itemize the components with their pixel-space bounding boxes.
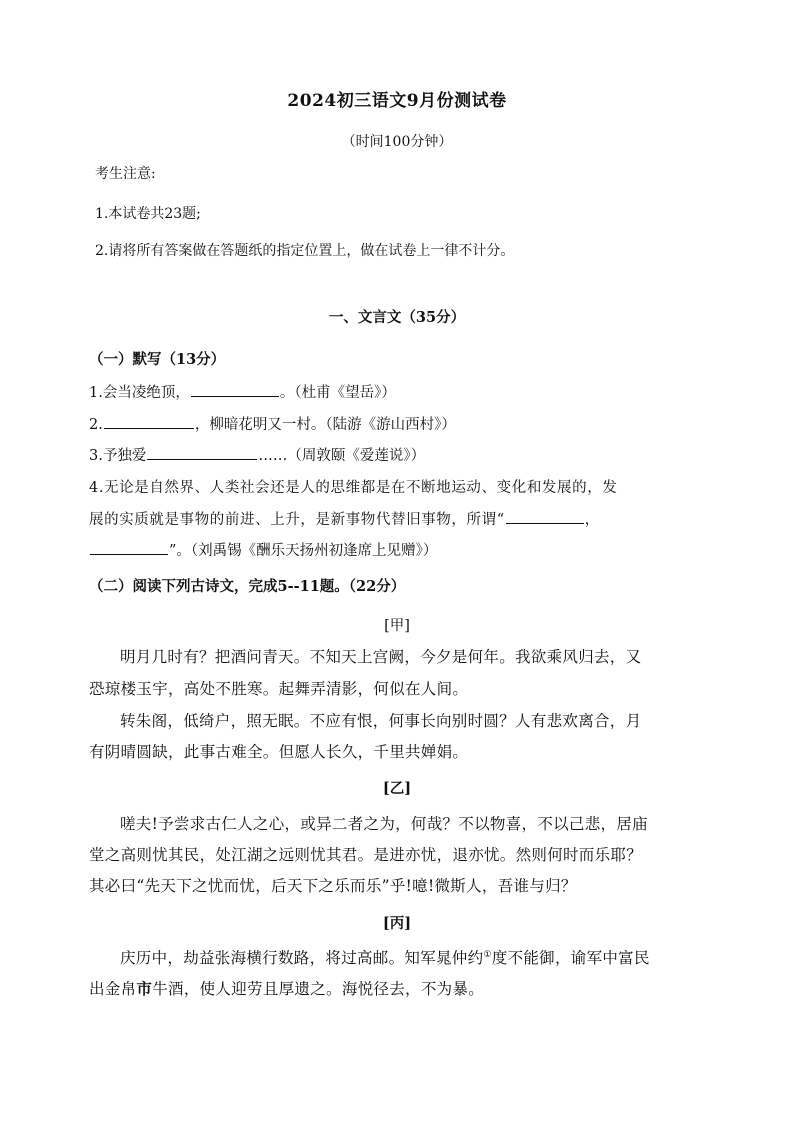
passage-bing-line-2 bbox=[89, 977, 484, 999]
notice-heading: 考生注意: bbox=[95, 166, 156, 182]
passage-label-bing: [丙] bbox=[382, 915, 412, 932]
notice-item-1: 1.本试卷共23题; bbox=[95, 206, 201, 222]
passage-jia-line: 恐琼楼玉宇，高处不胜寒。起舞弄清影，何似在人间。 bbox=[89, 680, 469, 698]
footnote-marker: ① bbox=[483, 949, 492, 960]
answer-blank[interactable] bbox=[506, 522, 584, 524]
passage-bing-text: 度不能御，谕军中富民 bbox=[491, 949, 650, 967]
question-2-prefix: 2. bbox=[89, 417, 103, 433]
passage-bing-text: 牛酒，使人迎劳且厚遗之。海悦径去，不为暴。 bbox=[152, 980, 485, 998]
question-3-prefix: 3.予独爱 bbox=[89, 448, 147, 464]
passage-bing-line-1 bbox=[120, 946, 650, 968]
passage-label-yi: [乙] bbox=[382, 780, 412, 797]
question-4-line-1: 4.无论是自然界、人类社会还是人的思维都是在不断地运动、变化和发展的，发 bbox=[89, 480, 618, 496]
notice-item-2: 2.请将所有答案做在答题纸的指定位置上，做在试卷上一律不计分。 bbox=[95, 243, 515, 259]
passage-bing-text: 庆历中，劫益张海横行数路，将过高邮。知军晁仲约 bbox=[120, 949, 484, 967]
question-3 bbox=[89, 444, 425, 465]
part1-title: （一）默写（13分） bbox=[89, 351, 226, 368]
section-title-classical-chinese: 一、文言文（35分） bbox=[328, 309, 466, 326]
passage-yi-line: 其必曰“先天下之忧而忧，后天下之乐而乐”乎!噫!微斯人，吾谁与归？ bbox=[89, 877, 577, 895]
question-4-comma: ， bbox=[584, 512, 600, 528]
answer-blank[interactable] bbox=[147, 458, 257, 460]
exam-duration: （时间100分钟） bbox=[341, 134, 453, 150]
question-2 bbox=[89, 413, 456, 434]
passage-jia-line: 有阴晴圆缺，此事古难全。但愿人长久，千里共婵娟。 bbox=[89, 743, 469, 761]
answer-blank[interactable] bbox=[104, 427, 194, 429]
passage-jia-line: 转朱阁，低绮户，照无眠。不应有恨，何事长向别时圆？人有悲欢离合，月 bbox=[120, 712, 642, 730]
passage-bing-text: 出金帛 bbox=[89, 980, 137, 998]
question-1-prefix: 1.会当凌绝顶， bbox=[89, 385, 190, 401]
exam-title: 2024初三语文9月份测试卷 bbox=[287, 91, 507, 111]
question-1-suffix: 。（杜甫《望岳》） bbox=[279, 385, 396, 401]
passage-label-jia: [甲] bbox=[384, 618, 410, 634]
passage-yi-line: 嗟夫!予尝求古仁人之心，或异二者之为，何哉？不以物喜，不以己悲，居庙 bbox=[120, 815, 648, 833]
question-4-line-2 bbox=[89, 508, 600, 529]
passage-jia-line: 明月几时有？把酒问青天。不知天上宫阙，今夕是何年。我欲乘风归去，又 bbox=[120, 648, 642, 666]
answer-blank[interactable] bbox=[90, 553, 168, 555]
question-2-suffix: ，柳暗花明又一村。（陆游《游山西村》） bbox=[194, 417, 456, 433]
question-3-suffix: ……（周敦颐《爱莲说》） bbox=[258, 448, 426, 464]
question-4-source: ”。（刘禹锡《酬乐天扬州初逢席上见赠》） bbox=[169, 543, 438, 559]
emphasized-word: 市 bbox=[136, 979, 153, 998]
question-4-line-3 bbox=[89, 539, 437, 560]
answer-blank[interactable] bbox=[191, 395, 279, 397]
passage-yi-line: 堂之高则忧其民，处江湖之远则忧其君。是进亦忧，退亦忧。然则何时而乐耶？ bbox=[89, 846, 643, 864]
part2-title: （二）阅读下列古诗文，完成5--11题。（22分） bbox=[89, 578, 406, 595]
question-1 bbox=[89, 381, 396, 402]
question-4-text: 展的实质就是事物的前进、上升，是新事物代替旧事物，所谓“ bbox=[89, 512, 505, 528]
